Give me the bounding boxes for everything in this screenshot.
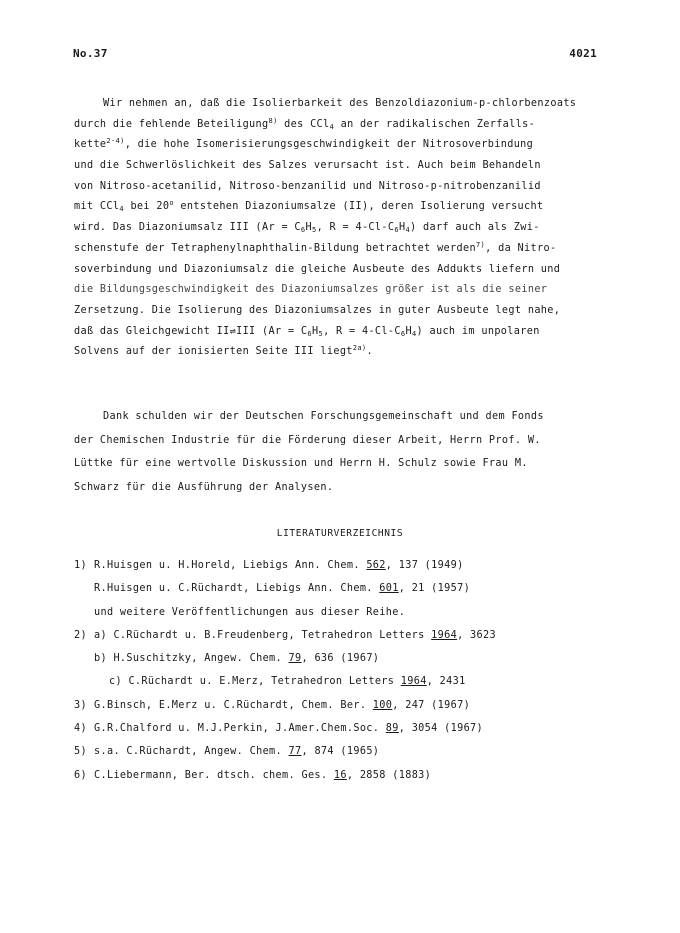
text-line: schenstufe der Tetraphenylnaphthalin-Bildung betrachtet werden$^{7)}$, da Nitro- xyxy=(74,240,557,254)
text-line: mit CCl$_4$ bei 20$^o$ entstehen Diazoniumsalze (II), deren Isolierung versucht xyxy=(74,199,544,214)
reference-item: R.Huisgen u. C.Rüchardt, Liebigs Ann. Chem. 601, 21 (1957) xyxy=(94,583,471,595)
paragraph-main xyxy=(74,94,614,363)
reference-item: 6) C.Liebermann, Ber. dtsch. chem. Ges. 16, 2858 (1883) xyxy=(74,769,432,781)
text-line: wird. Das Diazoniumsalz III ($Ar = C_6H_5$, $R = 4-Cl-C_6H_4$) darf auch als Zwi- xyxy=(74,222,540,235)
text-line: Lüttke für eine wertvolle Diskussion und Herrn H. Schulz sowie Frau M. xyxy=(74,458,528,469)
text-line: die Bildungsgeschwindigkeit des Diazoniumsalzes größer ist als die seiner xyxy=(74,284,548,296)
text-line: kette$^{2-4)}$, die hohe Isomerisierungsgeschwindigkeit der Nitrosoverbindung xyxy=(74,137,534,151)
reference-item: 4) G.R.Chalford u. M.J.Perkin, J.Amer.Chem.Soc. 89, 3054 (1967) xyxy=(74,723,484,735)
text-line: Wir nehmen an, daß die Isolierbarkeit des Benzoldiazonium-p-chlorbenzoats xyxy=(103,98,577,109)
text-line: Dank schulden wir der Deutschen Forschungsgemeinschaft und dem Fonds xyxy=(103,411,544,422)
reference-item: 5) s.a. C.Rüchardt, Angew. Chem. 77, 874 (1965) xyxy=(74,746,380,758)
reference-item: 1) R.Huisgen u. H.Horeld, Liebigs Ann. Chem. 562, 137 (1949) xyxy=(74,560,464,571)
equilibrium-arrow-icon: ⇌ xyxy=(229,325,237,337)
reference-item: 3) G.Binsch, E.Merz u. C.Rüchardt, Chem. Ber. 100, 247 (1967) xyxy=(74,699,471,711)
text-line: soverbindung und Diazoniumsalz die gleiche Ausbeute des Addukts liefern und xyxy=(74,263,561,275)
references-title: LITERATURVERZEICHNIS xyxy=(276,528,404,539)
reference-item: und weitere Veröffentlichungen aus dieser Reihe. xyxy=(94,606,406,618)
text-line: der Chemischen Industrie für die Förderung dieser Arbeit, Herrn Prof. W. xyxy=(74,434,541,446)
acknowledgements xyxy=(74,405,614,499)
text-line: Solvens auf der ionisierten Seite III liegt$^{2a)}$. xyxy=(74,344,373,358)
reference-item: b) H.Suschitzky, Angew. Chem. 79, 636 (1967) xyxy=(94,653,380,665)
issue-number: No.37 xyxy=(73,47,108,60)
text-line: Zersetzung. Die Isolierung des Diazoniumsalzes in guter Ausbeute legt nahe, xyxy=(74,304,561,316)
text-line: durch die fehlende Beteiligung$^{8)}$ des CCl$_4$ an der radikalischen Zerfalls- xyxy=(74,116,536,131)
reference-item: 2) a) C.Rüchardt u. B.Freudenberg, Tetrahedron Letters 1964, 3623 xyxy=(74,629,496,641)
text-line: von Nitroso-acetanilid, Nitroso-benzanilid und Nitroso-p-nitrobenzanilid xyxy=(74,180,541,192)
text-line: und die Schwerlöslichkeit des Salzes verursacht ist. Auch beim Behandeln xyxy=(74,160,541,172)
text-line: Schwarz für die Ausführung der Analysen. xyxy=(74,481,334,493)
reference-item: c) C.Rüchardt u. E.Merz, Tetrahedron Letters 1964, 2431 xyxy=(109,676,466,688)
page-number: 4021 xyxy=(569,47,597,60)
text-line: daß das Gleichgewicht II⇌III ($Ar = C_6H_5$, $R = 4-Cl-C_6H_4$) auch im unpolaren xyxy=(74,325,540,338)
reference-list xyxy=(74,554,614,787)
